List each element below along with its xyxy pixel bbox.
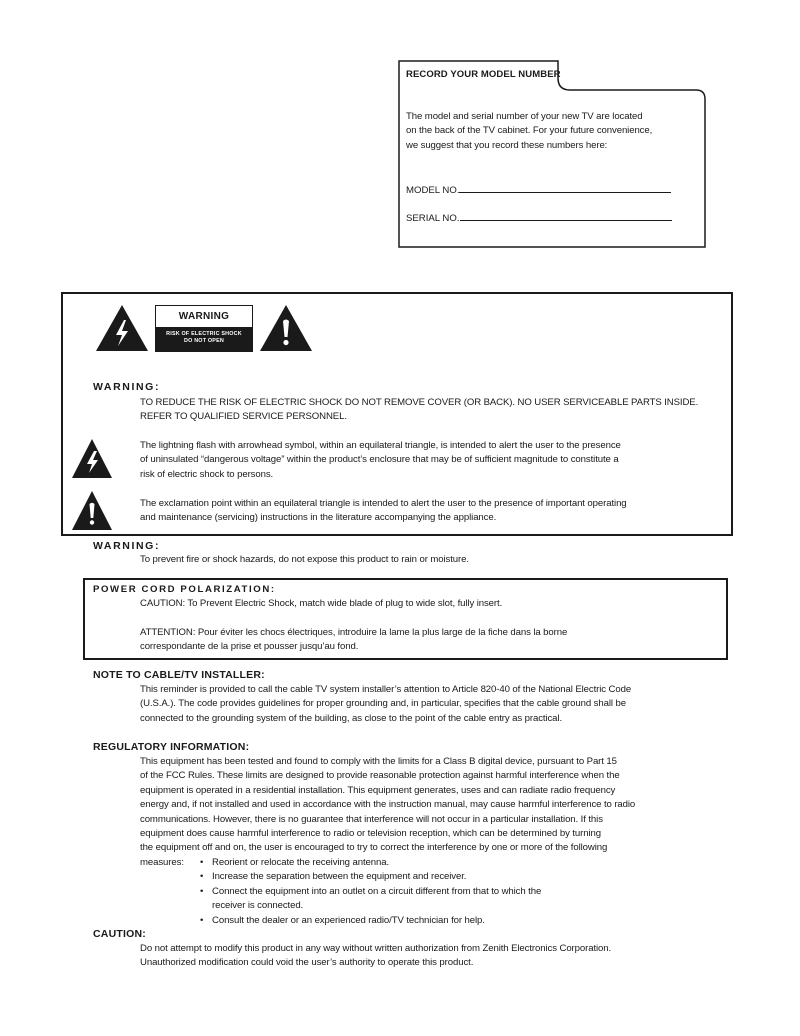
power-cord-polarization-box — [83, 578, 728, 660]
cable-installer-text — [140, 683, 631, 726]
exclamation-explanation — [140, 497, 627, 526]
bullet-icon: • — [200, 857, 204, 868]
measure-continuation — [212, 899, 303, 913]
model-number-field[interactable] — [406, 184, 671, 196]
cable-text-line: connected to the grounding system of the building, as close to the point of the cable entry as practical. — [140, 712, 563, 724]
regulatory-heading: REGULATORY INFORMATION: — [93, 741, 250, 753]
model-number-blank[interactable] — [459, 184, 671, 193]
electric-shock-warning-box — [61, 292, 733, 536]
exclamation-text-line: The exclamation point within an equilateral triangle is intended to alert the user to the presence of important operating — [140, 498, 627, 509]
regulatory-text — [140, 755, 635, 856]
caution-text-line: Unauthorized modification could void the user’s authority to operate this product. — [140, 957, 474, 969]
measure-text: Connect the equipment into an outlet on a circuit different from that to which the — [212, 886, 542, 897]
measure-bullet — [200, 885, 541, 899]
exclamation-triangle-icon — [259, 304, 313, 352]
warning-text-line: REFER TO QUALIFIED SERVICE PERSONNEL. — [140, 411, 347, 423]
moisture-warning-text: To prevent fire or shock hazards, do not expose this product to rain or moisture. — [140, 554, 469, 565]
cabinet-label-banner — [156, 327, 252, 351]
exclamation-text-line: and maintenance (servicing) instructions in the literature accompanying the appliance. — [140, 512, 497, 524]
cable-installer-heading: NOTE TO CABLE/TV INSTALLER: — [93, 669, 265, 681]
measure-bullet — [200, 914, 485, 928]
cabinet-warning-label — [155, 305, 253, 352]
record-box-description — [406, 110, 696, 153]
record-desc-line: The model and serial number of your new TV are located — [406, 111, 643, 122]
bullet-icon: • — [200, 915, 204, 926]
model-number-label: MODEL NO. — [406, 185, 460, 196]
bullet-icon: • — [200, 886, 204, 897]
measure-text: Increase the separation between the equipment and receiver. — [212, 871, 467, 882]
lightning-triangle-icon — [71, 438, 113, 479]
regulatory-text-line: equipment does cause harmful interference to radio or television reception, which can be determined by turning — [140, 828, 601, 840]
exclamation-triangle-icon — [71, 490, 113, 531]
record-desc-line: we suggest that you record these numbers here: — [406, 139, 608, 151]
regulatory-text-line: communications. However, there is no guarantee that interference will not occur in a particular installation. If this — [140, 813, 603, 825]
regulatory-text-line: the equipment off and on, the user is encouraged to try to correct the interference by one or more of the following — [140, 842, 608, 854]
record-desc-line: on the back of the TV cabinet. For your future convenience, — [406, 125, 653, 137]
regulatory-text-line: of the FCC Rules. These limits are designed to provide reasonable protection against harmful interference when the — [140, 770, 620, 782]
record-model-number-box — [398, 60, 706, 248]
moisture-warning-heading: WARNING: — [93, 540, 161, 552]
attention-text-line: correspondante de la prise et pousser jusqu’au fond. — [140, 641, 359, 653]
serial-number-label: SERIAL NO. — [406, 213, 460, 224]
lightning-text-line: The lightning flash with arrowhead symbol, within an equilateral triangle, is intended to alert the user to the presence — [140, 440, 621, 451]
lightning-explanation — [140, 439, 621, 482]
lightning-triangle-icon — [95, 304, 149, 352]
measure-bullet — [200, 870, 466, 884]
lightning-text-line: of uninsulated “dangerous voltage” within the product’s enclosure that may be of sufficient magnitude to constitute a — [140, 454, 619, 466]
record-box-title: RECORD YOUR MODEL NUMBER — [406, 69, 561, 80]
measure-bullet — [200, 856, 389, 870]
measures-label: measures: — [140, 857, 184, 868]
measure-text: Reorient or relocate the receiving antenna. — [212, 857, 390, 868]
cable-text-line: This reminder is provided to call the cable TV system installer’s attention to Article 820-40 of the National Electric Code — [140, 684, 632, 695]
caution-heading: CAUTION: — [93, 928, 146, 940]
warning-text-line: TO REDUCE THE RISK OF ELECTRIC SHOCK DO NOT REMOVE COVER (OR BACK). NO USER SERVICEABLE PARTS INSIDE. — [140, 397, 699, 408]
power-cord-attention — [140, 626, 567, 655]
measure-text: Consult the dealer or an experienced radio/TV technician for help. — [212, 915, 485, 926]
warning-text — [140, 396, 698, 425]
bullet-icon: • — [200, 871, 204, 882]
cabinet-label-line: RISK OF ELECTRIC SHOCK — [166, 331, 242, 337]
regulatory-text-line: equipment is operated in a residential installation. This equipment generates, uses and can radiate radio frequency — [140, 784, 616, 796]
cabinet-label-line: DO NOT OPEN — [184, 338, 224, 344]
caution-text-line: Do not attempt to modify this product in any way without written authorization from Zenith Electronics Corporation. — [140, 943, 612, 954]
power-cord-caution: CAUTION: To Prevent Electric Shock, match wide blade of plug to wide slot, fully insert. — [140, 598, 503, 609]
serial-number-blank[interactable] — [460, 212, 672, 221]
cable-text-line: (U.S.A.). The code provides guidelines for proper grounding and, in particular, specifies that the cable ground shall be — [140, 698, 626, 710]
attention-text-line: ATTENTION: Pour éviter les chocs électriques, introduire la lame la plus large de la fiche dans la borne — [140, 627, 568, 638]
cabinet-label-title: WARNING — [178, 311, 230, 322]
lightning-text-line: risk of electric shock to persons. — [140, 468, 274, 480]
serial-number-field[interactable] — [406, 212, 672, 224]
regulatory-text-line: This equipment has been tested and found to comply with the limits for a Class B digital device, pursuant to Part 15 — [140, 756, 617, 767]
measure-text: receiver is connected. — [212, 900, 304, 911]
caution-text — [140, 942, 611, 971]
regulatory-text-line: energy and, if not installed and used in accordance with the instruction manual, may cause harmful interference to radio — [140, 799, 636, 811]
power-cord-heading: POWER CORD POLARIZATION: — [93, 584, 276, 595]
warning-heading: WARNING: — [93, 381, 161, 393]
